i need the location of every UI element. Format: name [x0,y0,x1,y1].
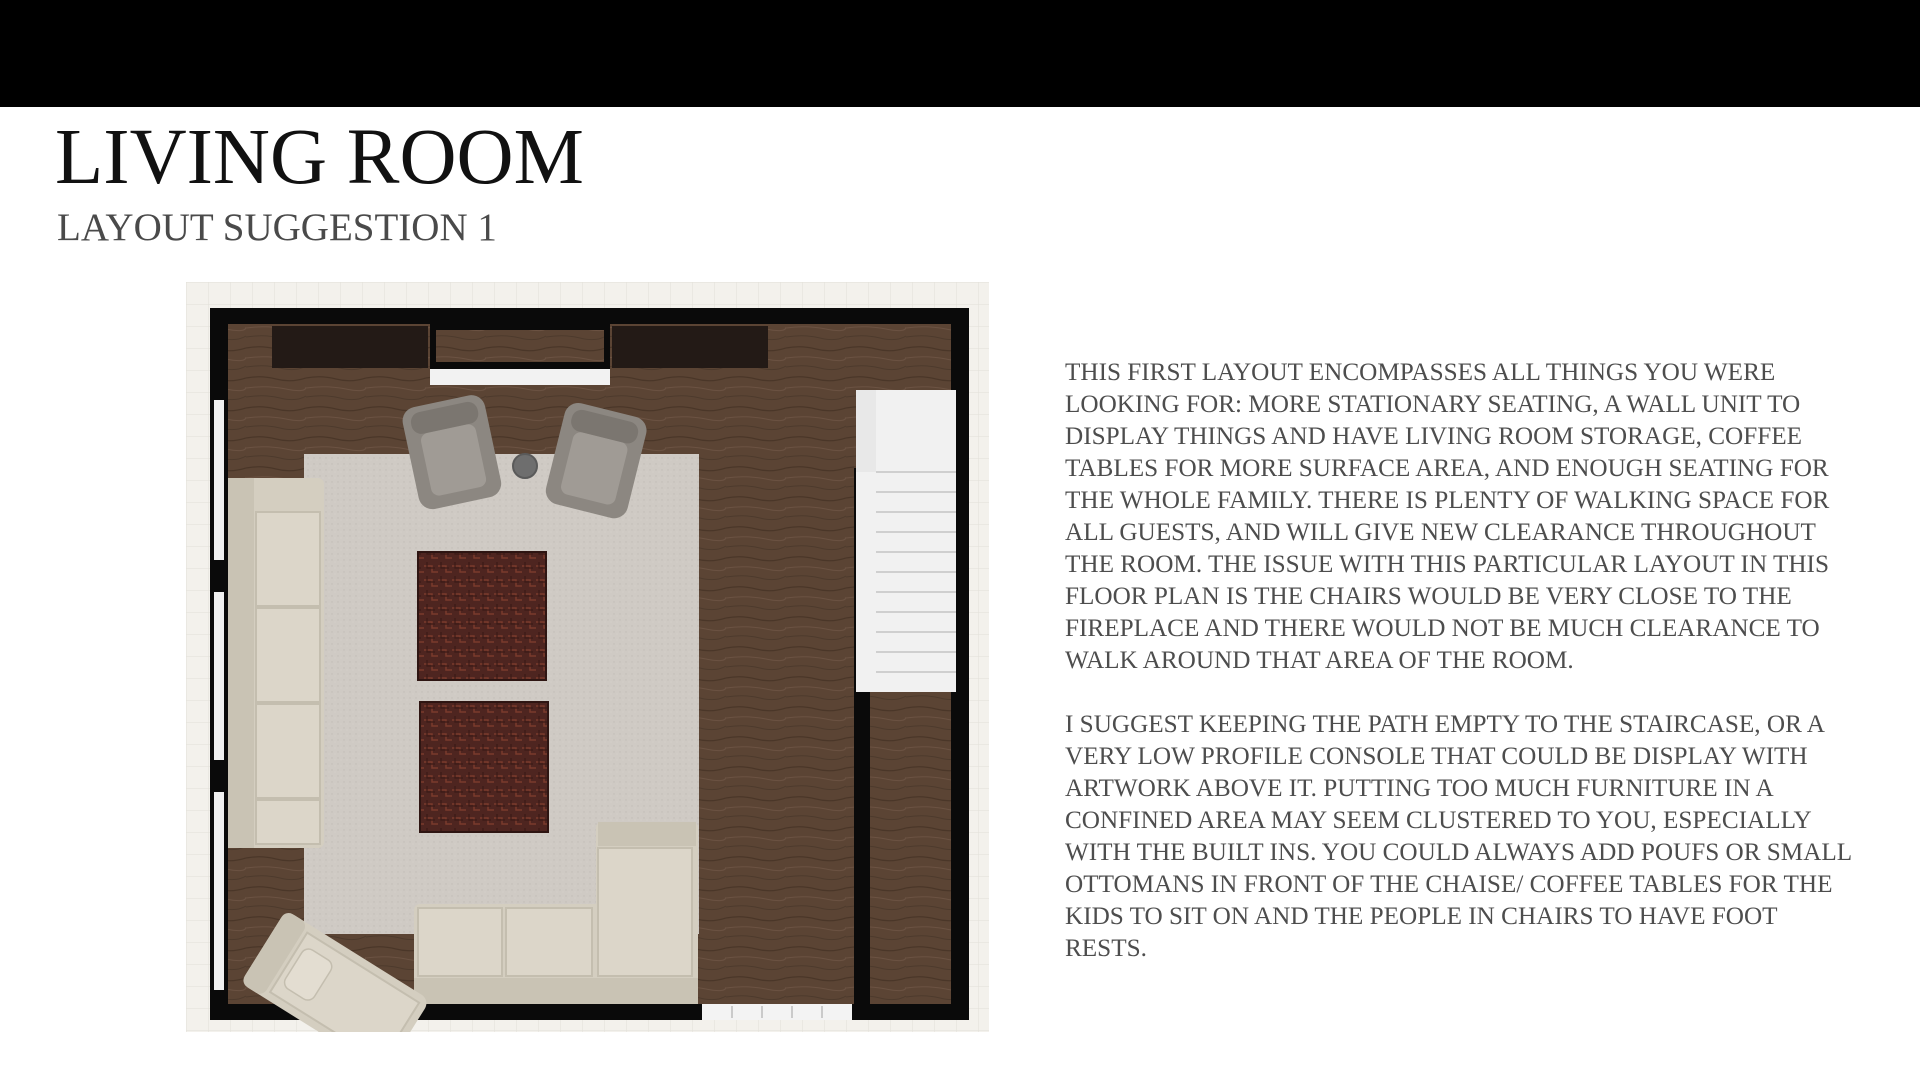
page-title: LIVING ROOM [55,114,584,201]
floor-plan-illustration [186,282,989,1032]
page-subtitle: LAYOUT SUGGESTION 1 [57,206,497,249]
layout-description [1065,357,1855,965]
description-paragraph-1: THIS FIRST LAYOUT ENCOMPASSES ALL THINGS YOU WERE LOOKING FOR: MORE STATIONARY SEATING, A WALL UNIT TO DISPLAY THINGS AND HAVE LIVING ROOM STORAGE, COFFEE TABLES FOR MORE SURFACE AREA, AND ENOUGH SEATING FOR THE WHOLE FAMILY. THERE IS PLENTY OF WALKING SPACE FOR ALL GUESTS, AND WILL GIVE NEW CLEARANCE THROUGHOUT THE ROOM. THE ISSUE WITH THIS PARTICULAR LAYOUT IN THIS FLOOR PLAN IS THE CHAIRS WOULD BE VERY CLOSE TO THE FIREPLACE AND THERE WOULD NOT BE MUCH CLEARANCE TO WALK AROUND THAT AREA OF THE ROOM. [1065,359,1830,674]
top-banner [0,0,1920,107]
description-paragraph-2: I SUGGEST KEEPING THE PATH EMPTY TO THE STAIRCASE, OR A VERY LOW PROFILE CONSOLE THAT COULD BE DISPLAY WITH ARTWORK ABOVE IT. PUTTING TOO MUCH FURNITURE IN A CONFINED AREA MAY SEEM CLUSTERED TO YOU, ESPECIALLY WITH THE BUILT INS. YOU COULD ALWAYS ADD POUFS OR SMALL OTTOMANS IN FRONT OF THE CHAISE/ COFFEE TABLES FOR THE KIDS TO SIT ON AND THE PEOPLE IN CHAIRS TO HAVE FOOT RESTS. [1065,711,1852,962]
